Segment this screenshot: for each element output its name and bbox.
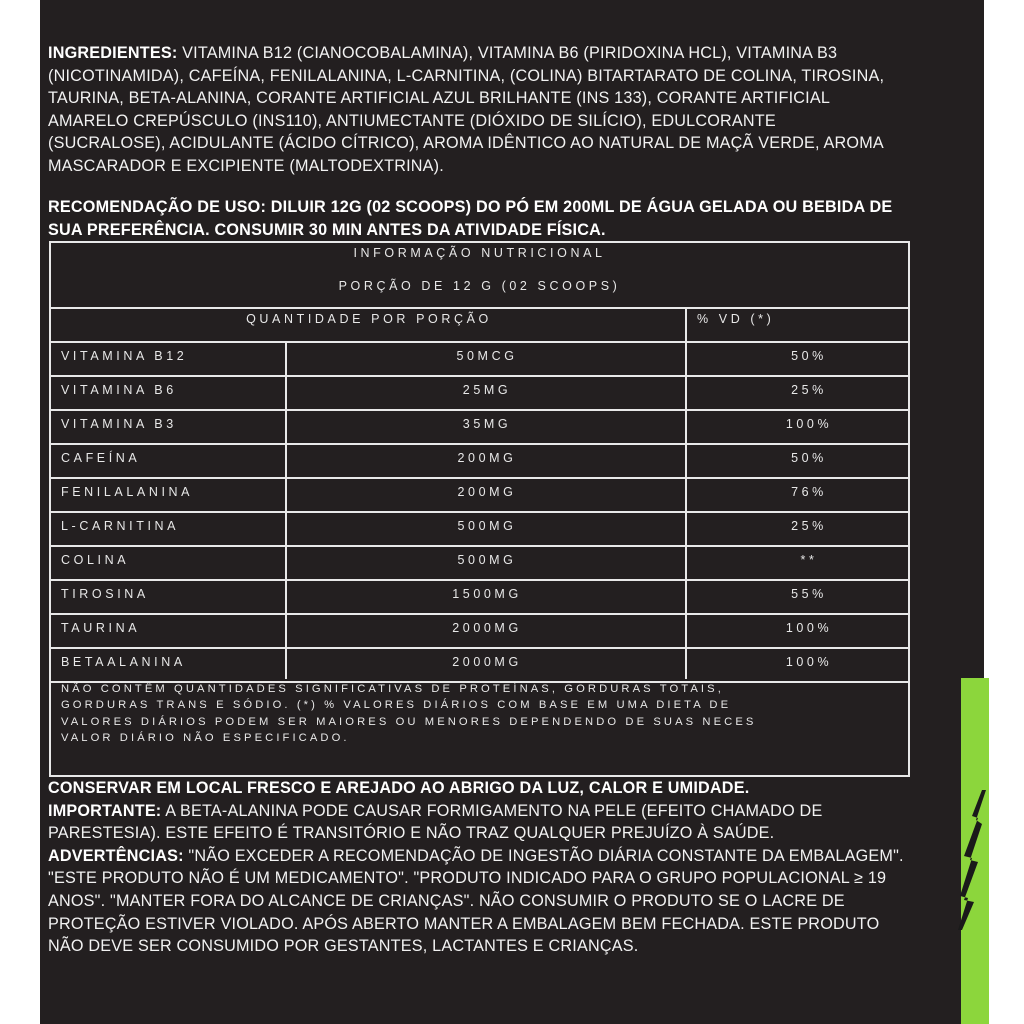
nutrition-footnote xyxy=(61,681,906,747)
importante-text: A BETA-ALANINA PODE CAUSAR FORMIGAMENTO NA PELE (EFEITO CHAMADO DE PARESTESIA). ESTE EFEITO É TRANSITÓRIO E NÃO TRAZ QUALQUER PREJUÍZO À SAÚDE. xyxy=(48,801,823,843)
nutrient-name: VITAMINA B12 xyxy=(61,349,188,363)
nutrient-quantity: 500MG xyxy=(457,519,517,533)
footnote-line: NÃO CONTÊM QUANTIDADES SIGNIFICATIVAS DE PROTEÍNAS, GORDURAS TOTAIS, xyxy=(61,683,724,695)
nutrient-quantity: 25MG xyxy=(462,383,512,397)
nutrient-quantity: 2000MG xyxy=(452,655,522,669)
table-row xyxy=(51,479,908,513)
nutrient-daily-value: 25% xyxy=(791,383,827,397)
footnote-line: GORDURAS TRANS E SÓDIO. (*) % VALORES DIÁRIOS COM BASE EM UMA DIETA DE xyxy=(61,699,732,712)
warnings-paragraph xyxy=(48,777,908,958)
nutrient-daily-value: 55% xyxy=(791,587,827,601)
nutrient-name: FENILALANINA xyxy=(61,485,194,499)
nutrient-quantity: 200MG xyxy=(457,485,517,499)
nutrient-daily-value: 25% xyxy=(791,519,827,533)
nutrient-daily-value: 100% xyxy=(785,655,833,669)
nutrient-name: VITAMINA B3 xyxy=(61,417,177,431)
nutrition-table xyxy=(49,241,910,777)
nutrient-daily-value: 50% xyxy=(791,349,827,363)
nutrient-name: COLINA xyxy=(61,553,130,567)
nutrient-daily-value: 100% xyxy=(785,621,833,635)
nutrient-quantity: 1500MG xyxy=(452,587,522,601)
nutrient-quantity: 200MG xyxy=(457,451,517,465)
nutrient-daily-value: 76% xyxy=(791,485,827,499)
table-row xyxy=(51,547,908,581)
nutrient-name: TAURINA xyxy=(61,621,141,635)
advertencias-text: "NÃO EXCEDER A RECOMENDAÇÃO DE INGESTÃO DIÁRIA CONSTANTE DA EMBALAGEM". "ESTE PRODUTO NÃO É UM MEDICAMENTO". "PRODUTO INDICADO PARA O GRUPO POPULACIONAL ≥ 19 ANOS". "MANTER FORA DO ALCANCE DE CRIANÇAS". NÃO CONSUMIR O PRODUTO SE O LACRE DE PROTEÇÃO ESTIVER VIOLADO. APÓS ABERTO MANTER A EMBALAGEM BEM FECHADA. ESTE PRODUTO NÃO DEVE SER CONSUMIDO POR GESTANTES, LACTANTES E CRIANÇAS. xyxy=(48,846,904,956)
table-row xyxy=(51,581,908,615)
nutrient-quantity: 500MG xyxy=(457,553,517,567)
usage-paragraph xyxy=(48,196,908,241)
table-row xyxy=(51,343,908,377)
daily-value-header: % VD (*) xyxy=(697,312,775,326)
table-row xyxy=(51,377,908,411)
ink-splash-decoration xyxy=(956,790,990,930)
table-row xyxy=(51,513,908,547)
nutrient-daily-value: 100% xyxy=(785,417,833,431)
usage-label: RECOMENDAÇÃO DE USO: xyxy=(48,198,267,216)
footnote-line: VALORES DIÁRIOS PODEM SER MAIORES OU MENORES DEPENDENDO DE SUAS NECES xyxy=(61,715,757,728)
nutrient-name: TIROSINA xyxy=(61,587,149,601)
footnote-line: VALOR DIÁRIO NÃO ESPECIFICADO. xyxy=(61,732,350,745)
nutrient-name: CAFEÍNA xyxy=(61,451,141,465)
quantity-header: QUANTIDADE POR PORÇÃO xyxy=(246,312,492,326)
nutrient-name: VITAMINA B6 xyxy=(61,383,177,397)
importante-label: IMPORTANTE: xyxy=(48,801,162,820)
nutrient-daily-value: 50% xyxy=(791,451,827,465)
advertencias-label: ADVERTÊNCIAS: xyxy=(48,846,184,865)
nutrient-daily-value: ** xyxy=(800,553,818,567)
ingredients-paragraph xyxy=(48,42,898,178)
table-row xyxy=(51,649,908,683)
nutrient-name: BETAALANINA xyxy=(61,655,186,669)
nutrient-name: L-CARNITINA xyxy=(61,519,180,533)
ingredients-text: VITAMINA B12 (CIANOCOBALAMINA), VITAMINA B6 (PIRIDOXINA HCL), VITAMINA B3 (NICOTINAMIDA), CAFEÍNA, FENILALANINA, L-CARNITINA, (COLINA) BITARTARATO DE COLINA, TIROSINA, TAURINA, BETA-ALANINA, CORANTE ARTIFICIAL AZUL BRILHANTE (INS 133), CORANTE ARTIFICIAL AMARELO CREPÚSCULO (INS110), ANTIUMECTANTE (DIÓXIDO DE SILÍCIO), EDULCORANTE (SUCRALOSE), ACIDULANTE (ÁCIDO CÍTRICO), AROMA IDÊNTICO AO NATURAL DE MAÇÃ VERDE, AROMA MASCARADOR E EXCIPIENTE (MALTODEXTRINA). xyxy=(48,44,885,175)
table-row xyxy=(51,615,908,649)
storage-instruction: CONSERVAR EM LOCAL FRESCO E AREJADO AO ABRIGO DA LUZ, CALOR E UMIDADE. xyxy=(48,779,750,797)
nutrient-quantity: 35MG xyxy=(462,417,512,431)
usage-text: DILUIR 12G (02 SCOOPS) DO PÓ EM 200ML DE ÁGUA GELADA OU BEBIDA DE SUA PREFERÊNCIA. CONSUMIR 30 MIN ANTES DA ATIVIDADE FÍSICA. xyxy=(48,198,893,239)
table-row xyxy=(51,411,908,445)
nutrition-title: INFORMAÇÃO NUTRICIONAL xyxy=(353,246,606,260)
nutrient-quantity: 2000MG xyxy=(452,621,522,635)
nutrient-quantity: 50MCG xyxy=(456,349,518,363)
table-row xyxy=(51,445,908,479)
ingredients-label: INGREDIENTES: xyxy=(48,44,178,62)
nutrition-portion: PORÇÃO DE 12 G (02 SCOOPS) xyxy=(338,279,621,293)
